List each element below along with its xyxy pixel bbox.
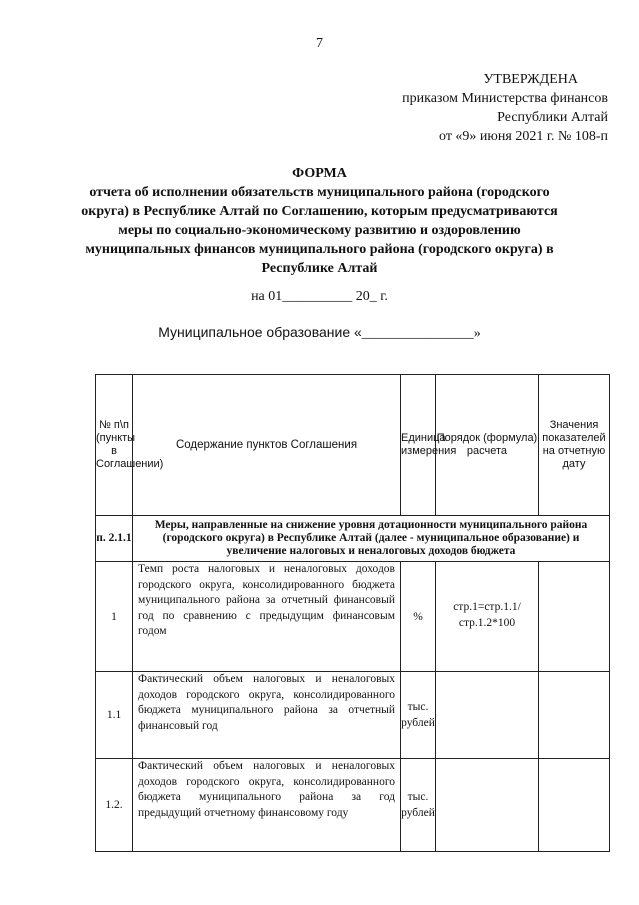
header-unit: Единица измерения — [401, 375, 436, 516]
municipality-close: » — [473, 326, 481, 341]
row-value[interactable] — [539, 759, 610, 852]
form-description: отчета об исполнении обязательств муниципального района (городского округа) в Республике Алтай по Соглашению, которым предусматриваются меры по социально-экономическому развитию и оздоровлению муниципальных финансов муниципального района (городского округа) в Республике Алтай — [81, 185, 558, 276]
section-row — [96, 516, 610, 562]
table-row — [96, 562, 610, 672]
header-num: № п\п (пункты в Соглашении) — [96, 375, 133, 516]
form-heading: ФОРМА — [292, 166, 347, 181]
table-row — [96, 759, 610, 852]
row-unit: % — [401, 562, 436, 672]
report-date-line: на 01__________ 20_ г. — [251, 289, 388, 304]
municipality-label: Муниципальное образование « — [158, 324, 362, 340]
row-value[interactable] — [539, 562, 610, 672]
table-header-row — [96, 375, 610, 516]
section-num: п. 2.1.1 — [96, 516, 133, 562]
approval-line-2: Республики Алтай — [497, 110, 608, 125]
row-num: 1.1 — [96, 672, 133, 759]
row-content: Фактический объем налоговых и неналоговых доходов городского округа, консолидированного бюджета муниципального района за год предыдущий отчетному финансовому году — [133, 759, 401, 852]
row-num: 1 — [96, 562, 133, 672]
municipality-underline: ____________ — [389, 326, 474, 341]
approval-block — [402, 70, 608, 146]
row-formula — [436, 672, 539, 759]
row-unit: тыс. рублей — [401, 672, 436, 759]
approval-line-1: приказом Министерства финансов — [402, 91, 608, 106]
approval-heading: УТВЕРЖДЕНА — [483, 72, 578, 87]
page-number: 7 — [316, 36, 323, 51]
form-title — [70, 164, 569, 278]
municipality-blank: ____ — [361, 326, 390, 341]
header-content: Содержание пунктов Соглашения — [133, 375, 401, 516]
row-num: 1.2. — [96, 759, 133, 852]
table-row — [96, 672, 610, 759]
approval-line-3: от «9» июня 2021 г. № 108-п — [439, 129, 608, 144]
section-text: Меры, направленные на снижение уровня дотационности муниципального района (городского округа) в Республике Алтай (далее - муниципальное образование) и увеличение налоговых и неналоговых доходов бюджета — [133, 516, 610, 562]
header-formula: Порядок (формула) расчета — [436, 375, 539, 516]
municipality-line — [0, 324, 639, 342]
report-table — [95, 374, 610, 852]
row-unit: тыс. рублей — [401, 759, 436, 852]
row-value[interactable] — [539, 672, 610, 759]
row-formula: стр.1=стр.1.1/стр.1.2*100 — [436, 562, 539, 672]
row-content: Темп роста налоговых и неналоговых доходов городского округа, консолидированного бюджета муниципального района за отчетный финансовый год по сравнению с предыдущим финансовым годом — [133, 562, 401, 672]
header-value: Значения показателей на отчетную дату — [539, 375, 610, 516]
row-formula — [436, 759, 539, 852]
row-content: Фактический объем налоговых и неналоговых доходов городского округа, консолидированного бюджета муниципального района за отчетный финансовый год — [133, 672, 401, 759]
